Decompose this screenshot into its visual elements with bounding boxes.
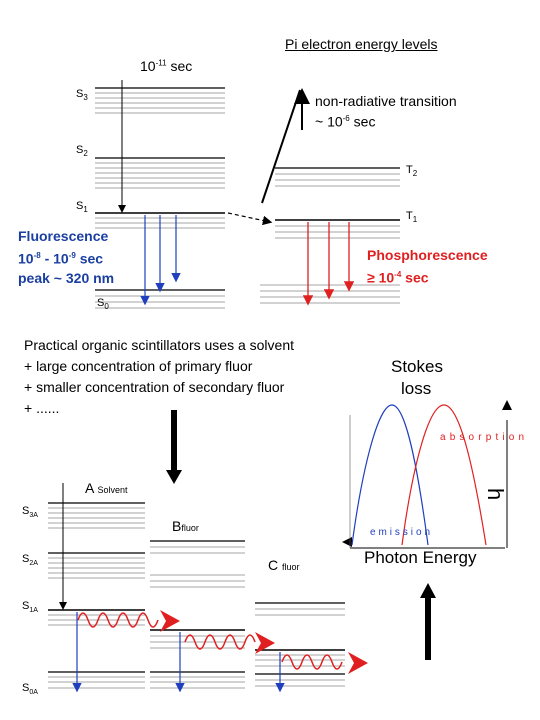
- level-t1-label: $T_1$: [406, 210, 418, 225]
- fluor-b-label: Bfluor: [172, 518, 199, 534]
- phosphorescence-title: Phosphorescence: [367, 247, 488, 263]
- level-s1a-label: $S_{1A}$: [22, 600, 38, 615]
- nonrad-line1: non-radiative transition: [315, 93, 457, 109]
- nonrad-line2: ~ $10^{-6}$ sec: [315, 113, 376, 130]
- big-down-arrow: [166, 410, 182, 484]
- practical-line4: + ......: [24, 400, 60, 416]
- emission-curve: [352, 405, 428, 545]
- stokes-line1: Stokes: [391, 357, 443, 376]
- page-title: Pi electron energy levels: [285, 36, 438, 52]
- practical-line2: + large concentration of primary fluor: [24, 358, 253, 374]
- timescale-exp: -11: [155, 58, 167, 68]
- absorption-curve: [402, 405, 486, 545]
- phosphorescence-time: ≥ $10^{-4}$ sec: [367, 269, 429, 286]
- absorption-label: absorption: [440, 432, 524, 443]
- solvent-a-label: A Solvent: [85, 480, 128, 496]
- level-s3a-label: $S_{3A}$: [22, 505, 38, 520]
- timescale-label: [140, 58, 192, 74]
- timescale-base: 10: [140, 58, 156, 74]
- practical-paragraph: [24, 335, 294, 419]
- level-s2a-label: $S_{2A}$: [22, 553, 38, 568]
- practical-line1: Practical organic scintillators uses a solvent: [24, 337, 295, 353]
- intersystem-crossing-arrow: [228, 213, 270, 222]
- timescale-unit: sec: [170, 58, 193, 74]
- practical-line3: + smaller concentration of secondary fluor: [24, 379, 285, 395]
- level-t2-label: $T_2$: [406, 164, 418, 179]
- fluorescence-range: $10^{-8} - 10^{-9}$ sec: [18, 250, 104, 267]
- level-s1-label: $S_1$: [76, 200, 88, 215]
- photon-wave-1: [78, 610, 180, 632]
- big-up-arrow: [420, 583, 436, 660]
- phosphorescence-label: [367, 246, 488, 288]
- stokes-label: [391, 356, 443, 400]
- stokes-line2: loss: [401, 379, 432, 398]
- level-s0a-label: $S_{0A}$: [22, 682, 38, 697]
- emission-label: emission: [370, 527, 430, 538]
- photon-energy-label: Photon Energy: [364, 548, 477, 567]
- fluor-c-label: C fluor: [268, 557, 300, 573]
- stokes-plot: [342, 400, 524, 548]
- fluorescence-peak: peak ~ 320 nm: [18, 269, 115, 286]
- fluorescence-title: Fluorescence: [18, 228, 109, 244]
- level-s2-label: $S_2$: [76, 144, 88, 159]
- nonrad-label: [315, 92, 457, 131]
- level-s3-label: $S_3$: [76, 88, 88, 103]
- level-s0-label: $S_0$: [97, 297, 109, 312]
- fluorescence-label: [18, 227, 114, 288]
- stokes-y-label: h: [483, 488, 508, 501]
